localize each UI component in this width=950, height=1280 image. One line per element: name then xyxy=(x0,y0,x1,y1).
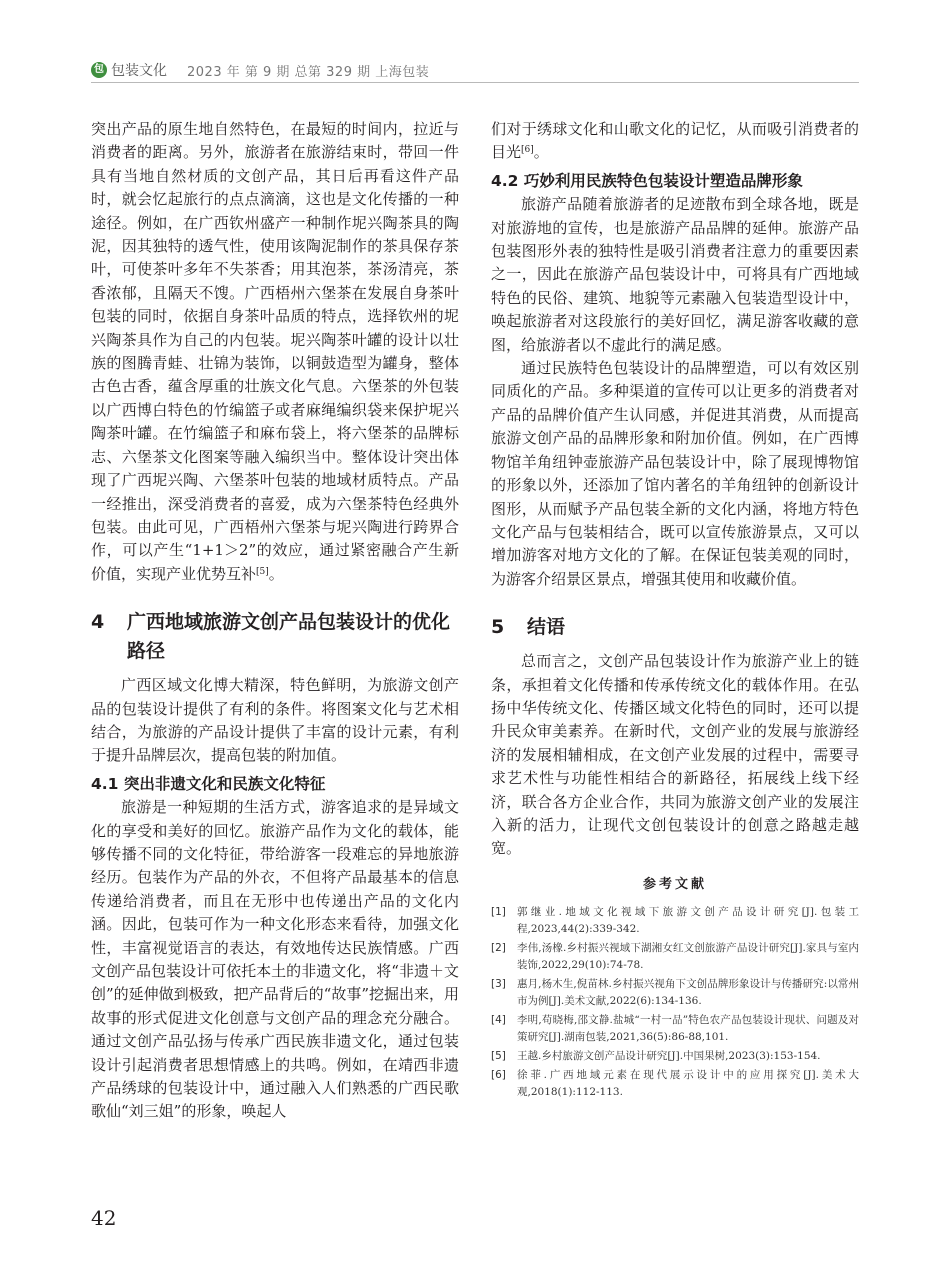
reference-text: 李伟,汤橡.乡村振兴视域下湖湘女红文创旅游产品设计研究[J].家具与室内装饰,2022,29(10):74-78. xyxy=(517,942,859,972)
body-paragraph: 们对于绣球文化和山歌文化的记忆，从而吸引消费者的目光[6]。 xyxy=(491,120,859,162)
section-title: 结语 xyxy=(527,616,566,639)
reference-item xyxy=(491,904,859,938)
citation-marker: [6] xyxy=(521,145,534,156)
section-number: 5 xyxy=(491,616,505,639)
reference-item xyxy=(491,976,859,1010)
reference-number: [4] xyxy=(491,1014,506,1027)
section-5-heading xyxy=(491,613,859,642)
reference-text: 李明,苟晓梅,邵文静.盐城“一村一品”特色农产品包装设计现状、问题及对策研究[J].湖南包装,2021,36(5):86-88,101. xyxy=(517,1014,859,1044)
body-paragraph: 突出产品的原生地自然特色，在最短的时间内，拉近与消费者的距离。另外，旅游者在旅游结束时，带回一件具有当地自然材质的文创产品，其日后再看这件产品时，就会忆起旅行的点点滴滴，这也是文化传播的一种途径。例如，在广西钦州盛产一种制作坭兴陶茶具的陶泥，因其独特的透气性，使用该陶泥制作的茶具保存茶叶，可使茶叶多年不失茶香；用其泡茶，茶汤清亮，茶香浓郁，且隔天不馊。广西梧州六堡茶在发展自身茶叶包装的同时，依据自身茶叶品质的特点，选择钦州的坭兴陶茶具作为自己的内包装。坭兴陶茶叶罐的设计以壮族的图腾青蛙、壮锦为装饰，以铜鼓造型为罐身，整体古色古香，蕴含厚重的壮族文化气息。六堡茶的外包装以广西博白特色的竹编篮子或者麻绳编织袋来保护坭兴陶茶叶罐。在竹编篮子和麻布袋上，将六堡茶的品牌标志、六堡茶文化图案等融入编织当中。整体设计突出体现了广西坭兴陶、六堡茶叶包装的地域材质特点。产品一经推出，深受消费者的喜爱，成为六堡茶特色经典外包装。由此可见，广西梧州六堡茶与坭兴陶进行跨界合作，可以产生“1+1＞2”的效应，通过紧密融合产生新价值，实现产业优势互补[5]。 xyxy=(91,120,459,583)
section-title: 广西地域旅游文创产品包装设计的优化路径 xyxy=(127,611,451,663)
reference-item xyxy=(491,940,859,974)
section-number: 4 xyxy=(91,611,105,634)
references-title: 参考文献 xyxy=(642,876,707,892)
subsection-4-1-heading: 4.1 突出非遗文化和民族文化特征 xyxy=(91,774,326,793)
reference-number: [2] xyxy=(491,942,506,955)
body-paragraph: 旅游是一种短期的生活方式，游客追求的是异域文化的享受和美好的回忆。旅游产品作为文化的载体，能够传播不同的文化特征，带给游客一段难忘的异地旅游经历。包装作为产品的外衣，不但将产品最基本的信息传递给消费者，而且在无形中也传递出产品的文化内涵。因此，包装可作为一种文化形态来看待，加强文化性，丰富视觉语言的表达，有效地传达民族情感。广西文创产品包装设计可依托本土的非遗文化，将“非遗＋文创”的延伸做到极致，把产品背后的“故事”挖掘出来，用故事的形式促进文化创意与文创产品的理念充分融合。通过文创产品弘扬与传承广西民族非遗文化，通过包装设计引起消费者思想情感上的共鸣。例如，在靖西非遗产品绣球的包装设计中，通过融入人们熟悉的广西民歌歌仙“刘三姐”的形象，唤起人 xyxy=(91,798,460,1121)
reference-item xyxy=(491,1067,859,1101)
body-paragraph: 通过民族特色包装设计的品牌塑造，可以有效区别同质化的产品。多种渠道的宣传可以让更多的消费者对产品的品牌价值产生认同感，并促进其消费，从而提高旅游文创产品的品牌形象和附加价值。例如，在广西博物馆羊角纽钟壶旅游产品包装设计中，除了展现博物馆的形象以外，还添加了馆内著名的羊角纽钟的创新设计图形，从而赋予产品包装全新的文化内涵，将地方特色文化产品与包装相结合，既可以宣传旅游景点，又可以增加游客对地方文化的了解。在保证包装美观的同时，为游客介绍景区景点，增强其使用和收藏价值。 xyxy=(491,359,859,588)
reference-number: [6] xyxy=(491,1069,506,1082)
reference-list xyxy=(491,904,859,1101)
section-4-heading xyxy=(91,608,459,666)
body-paragraph: 广西区域文化博大精深，特色鲜明，为旅游文创产品的包装设计提供了有利的条件。将图案文化与艺术相结合，为旅游的产品设计提供了丰富的设计元素，有利于提升品牌层次，提高包装的附加值。 xyxy=(91,676,459,765)
issue-info: 2023 年 第 9 期 总第 329 期 上海包装 xyxy=(187,64,430,80)
reference-item xyxy=(491,1048,859,1065)
reference-text: 郭继业.地域文化视域下旅游文创产品设计研究[J].包装工程,2023,44(2):339-342. xyxy=(517,906,859,936)
page-number: 42 xyxy=(91,1206,117,1230)
reference-number: [3] xyxy=(491,978,506,991)
journal-title: 包装文化 xyxy=(111,63,167,79)
reference-number: [5] xyxy=(491,1050,506,1063)
reference-number: [1] xyxy=(491,906,506,919)
citation-marker: [5] xyxy=(256,566,269,577)
running-header xyxy=(91,58,859,83)
reference-text: 惠月,杨木生,倪苗林.乡村振兴视角下文创品牌形象设计与传播研究:以常州市为例[J].美术文献,2022(6):134-136. xyxy=(517,978,859,1008)
reference-text: 王越.乡村旅游文创产品设计研究[J].中国果树,2023(3):153-154. xyxy=(517,1050,821,1063)
package-culture-logo-icon: 包 xyxy=(91,62,107,78)
subsection-4-2-heading: 4.2 巧妙利用民族特色包装设计塑造品牌形象 xyxy=(491,171,803,190)
left-column xyxy=(91,118,459,1124)
body-paragraph: 总而言之，文创产品包装设计作为旅游产业上的链条，承担着文化传播和传承传统文化的载体作用。在弘扬中华传统文化、传播区域文化特色的同时，还可以提升民众审美素养。在新时代，文创产业的发展与旅游经济的发展相辅相成，在文创产业发展的过程中，需要寻求艺术性与功能性相结合的新路径，拓展线上线下经济，联合各方企业合作，共同为旅游文创产业的发展注入新的活力，让现代文创包装设计的创意之路越走越宽。 xyxy=(491,652,859,858)
body-paragraph: 旅游产品随着旅游者的足迹散布到全球各地，既是对旅游地的宣传，也是旅游产品品牌的延伸。旅游产品包装图形外表的独特性是吸引消费者注意力的重要因素之一，因此在旅游产品包装设计中，可将具有广西地域特色的民俗、建筑、地貌等元素融入包装造型设计中，唤起旅游者对这段旅行的美好回忆，满足游客收藏的意图，给旅游者以不虚此行的满足感。 xyxy=(491,195,859,354)
right-column xyxy=(491,118,859,1103)
reference-item xyxy=(491,1012,859,1046)
reference-text: 徐菲.广西地域元素在现代展示设计中的应用探究[J].美术大观,2018(1):112-113. xyxy=(517,1069,859,1099)
